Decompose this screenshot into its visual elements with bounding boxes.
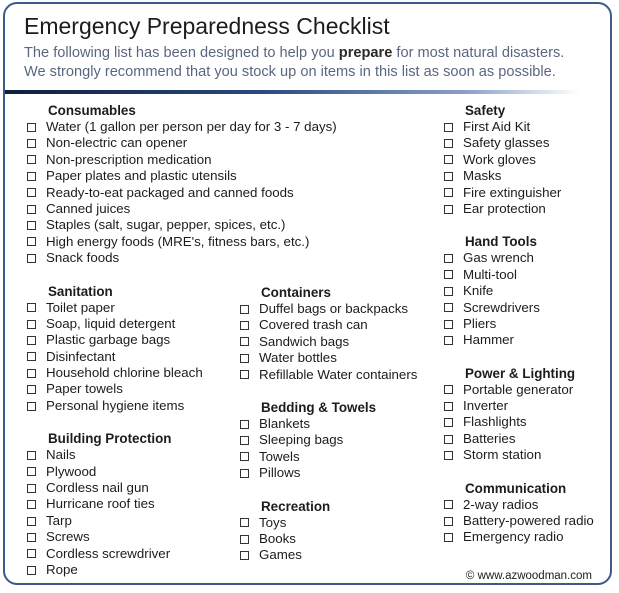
checklist-item[interactable] xyxy=(444,316,594,332)
checklist-card xyxy=(3,2,612,585)
section-spacer xyxy=(444,349,594,365)
checklist-item-label: Sleeping bags xyxy=(259,432,344,448)
checkbox[interactable] xyxy=(444,517,453,526)
checkbox[interactable] xyxy=(240,420,249,429)
checkbox[interactable] xyxy=(240,535,249,544)
checklist-item-label: Pillows xyxy=(259,465,301,481)
checklist-item-label: Masks xyxy=(463,168,502,184)
checklist-item-label: Plywood xyxy=(46,463,97,479)
checkbox[interactable] xyxy=(444,172,453,181)
checkbox[interactable] xyxy=(240,436,249,445)
checkbox[interactable] xyxy=(240,337,249,346)
checkbox[interactable] xyxy=(444,320,453,329)
checkbox[interactable] xyxy=(240,469,249,478)
checklist-item-label: Refillable Water containers xyxy=(259,366,418,382)
checkbox[interactable] xyxy=(444,139,453,148)
checkbox[interactable] xyxy=(27,566,36,575)
checklist-item-label: Paper towels xyxy=(46,381,123,397)
checkbox[interactable] xyxy=(27,402,36,411)
checklist-item[interactable] xyxy=(444,447,594,463)
checklist-item[interactable] xyxy=(240,416,417,432)
checklist-item[interactable] xyxy=(444,168,594,184)
checkbox[interactable] xyxy=(27,205,36,214)
checklist-item[interactable] xyxy=(240,317,417,333)
checkbox[interactable] xyxy=(444,451,453,460)
checkbox[interactable] xyxy=(27,155,36,164)
checklist-item[interactable] xyxy=(27,119,337,135)
checklist-item-label: Storm station xyxy=(463,447,542,463)
section-containers xyxy=(240,284,417,383)
checklist-item-label: Water (1 gallon per person per day for 3 - 7 days) xyxy=(46,119,337,134)
checklist-item-label: Cordless screwdriver xyxy=(46,545,171,561)
checklist-item-label: Disinfectant xyxy=(46,348,116,364)
checkbox[interactable] xyxy=(444,188,453,197)
checklist-item[interactable] xyxy=(27,234,337,250)
section-spacer xyxy=(240,383,417,399)
section-title: Containers xyxy=(261,285,331,300)
checkbox[interactable] xyxy=(240,305,249,314)
checkbox[interactable] xyxy=(444,254,453,263)
checklist-item-label: Snack foods xyxy=(46,250,120,266)
section-spacer xyxy=(444,464,594,480)
checklist-item-label: Ear protection xyxy=(463,200,546,216)
checklist-item-label: Rope xyxy=(46,561,78,577)
checklist-item[interactable] xyxy=(240,367,417,383)
checkbox[interactable] xyxy=(444,500,453,509)
checklist-item-label: Books xyxy=(259,530,296,546)
section-spacer xyxy=(444,217,594,233)
checklist-item-label: Work gloves xyxy=(463,151,536,167)
checklist-item-label: Hammer xyxy=(463,332,514,348)
checklist-item[interactable] xyxy=(444,267,594,283)
checkbox[interactable] xyxy=(444,205,453,214)
checkbox[interactable] xyxy=(27,500,36,509)
checkbox[interactable] xyxy=(240,518,249,527)
checklist-item[interactable] xyxy=(240,301,417,317)
checklist-item-label: Staples (salt, sugar, pepper, spices, etc.) xyxy=(46,217,286,233)
copyright-footer: © www.azwoodman.com xyxy=(465,570,592,582)
checkbox[interactable] xyxy=(240,354,249,363)
checklist-item-label: Sandwich bags xyxy=(259,333,350,349)
checkbox[interactable] xyxy=(444,402,453,411)
checklist-item-label: Household chlorine bleach xyxy=(46,365,203,381)
checklist-item[interactable] xyxy=(27,562,337,578)
checkbox[interactable] xyxy=(27,467,36,476)
checkbox[interactable] xyxy=(444,336,453,345)
checklist-item[interactable] xyxy=(444,201,594,217)
checklist-item[interactable] xyxy=(240,465,417,481)
checklist-item-label: Soap, liquid detergent xyxy=(46,315,176,331)
checklist-item-label: Duffel bags or backpacks xyxy=(259,301,409,316)
section-title: Communication xyxy=(465,480,567,496)
section-power-lighting xyxy=(444,365,594,464)
intro-line-1-start: The following list has been designed to help you xyxy=(24,45,339,61)
checklist-item-label: Flashlights xyxy=(463,414,527,430)
intro-line-2: We strongly recommend that you stock up on items in this list as soon as possible. xyxy=(24,64,556,80)
checklist-item[interactable] xyxy=(27,250,337,266)
checklist-item-label: Water bottles xyxy=(259,350,337,366)
checklist-item-label: Toilet paper xyxy=(46,299,115,315)
checklist-item[interactable] xyxy=(240,531,417,547)
checkbox[interactable] xyxy=(240,370,249,379)
checklist-item-label: Portable generator xyxy=(463,381,574,397)
checklist-item[interactable] xyxy=(240,547,417,563)
checklist-item[interactable] xyxy=(27,152,337,168)
checkbox[interactable] xyxy=(27,320,36,329)
checklist-item-label: Hurricane roof ties xyxy=(46,496,155,512)
checklist-item[interactable] xyxy=(27,185,337,201)
checklist-item-label: Safety glasses xyxy=(463,135,550,151)
checklist-item[interactable] xyxy=(27,168,337,184)
checklist-item-label: Paper plates and plastic utensils xyxy=(46,168,237,184)
checkbox[interactable] xyxy=(27,352,36,361)
checklist-item-label: 2-way radios xyxy=(463,496,539,512)
section-spacer xyxy=(27,267,337,283)
checkbox[interactable] xyxy=(240,551,249,560)
checkbox[interactable] xyxy=(27,221,36,230)
checklist-item-label: Screws xyxy=(46,529,90,545)
checklist-item-label: Nails xyxy=(46,447,76,463)
checklist-item-label: Canned juices xyxy=(46,200,131,216)
section-title: Sanitation xyxy=(48,283,113,299)
section-title: Safety xyxy=(465,103,506,118)
checkbox[interactable] xyxy=(240,321,249,330)
checklist-item-label: Non-prescription medication xyxy=(46,151,212,167)
checkbox[interactable] xyxy=(27,172,36,181)
checklist-item[interactable] xyxy=(444,300,594,316)
checklist-item[interactable] xyxy=(240,432,417,448)
checklist-item[interactable] xyxy=(240,515,417,531)
checklist-item-label: Gas wrench xyxy=(463,250,534,266)
intro-line-1-end: for most natural disasters. xyxy=(392,45,565,61)
checklist-item[interactable] xyxy=(444,135,594,151)
checkbox[interactable] xyxy=(27,533,36,542)
checklist-item-label: Knife xyxy=(463,283,494,299)
checkbox[interactable] xyxy=(27,517,36,526)
section-title: Building Protection xyxy=(48,431,172,447)
checklist-item-label: Toys xyxy=(259,514,287,530)
checkbox[interactable] xyxy=(27,254,36,263)
checklist-item-label: Screwdrivers xyxy=(463,299,540,315)
checklist-item[interactable] xyxy=(444,398,594,414)
checklist-item[interactable] xyxy=(27,135,337,151)
checklist-item[interactable] xyxy=(444,513,594,529)
checklist-item-label: Multi-tool xyxy=(463,266,517,282)
checkbox[interactable] xyxy=(27,188,36,197)
section-title: Power & Lighting xyxy=(465,365,576,381)
checklist-item-label: Emergency radio xyxy=(463,529,564,545)
checklist-item[interactable] xyxy=(240,449,417,465)
section-title: Hand Tools xyxy=(465,234,537,250)
checkbox[interactable] xyxy=(27,336,36,345)
checkbox[interactable] xyxy=(27,139,36,148)
checklist-item[interactable] xyxy=(444,414,594,430)
checklist-item[interactable] xyxy=(444,529,594,545)
page-title: Emergency Preparedness Checklist xyxy=(24,13,390,39)
checklist-item-label: Ready-to-eat packaged and canned foods xyxy=(46,184,294,200)
header-divider xyxy=(5,90,580,94)
checklist-item[interactable] xyxy=(444,250,594,266)
checkbox[interactable] xyxy=(444,155,453,164)
checklist-item[interactable] xyxy=(27,217,337,233)
checklist-item[interactable] xyxy=(444,431,594,447)
intro-text xyxy=(24,44,564,82)
checklist-item-label: Blankets xyxy=(259,415,310,431)
checklist-item[interactable] xyxy=(27,201,337,217)
section-hand-tools xyxy=(444,233,594,348)
checklist-item-label: High energy foods (MRE's, fitness bars, etc.) xyxy=(46,233,310,249)
checkbox[interactable] xyxy=(444,270,453,279)
checklist-item-label: Pliers xyxy=(463,315,497,331)
checkbox[interactable] xyxy=(27,549,36,558)
intro-line-1 xyxy=(24,44,564,63)
section-title: Consumables xyxy=(48,103,136,118)
checklist-item-label: Fire extinguisher xyxy=(463,184,562,200)
checklist-item[interactable] xyxy=(444,382,594,398)
checklist-item[interactable] xyxy=(444,497,594,513)
checkbox[interactable] xyxy=(27,451,36,460)
checkbox[interactable] xyxy=(444,123,453,132)
checklist-item-label: First Aid Kit xyxy=(463,119,531,134)
section-recreation xyxy=(240,498,417,564)
section-consumables xyxy=(27,102,337,267)
checkbox[interactable] xyxy=(444,303,453,312)
checklist-item-label: Towels xyxy=(259,448,300,464)
checkbox[interactable] xyxy=(27,123,36,132)
checkbox[interactable] xyxy=(444,418,453,427)
checkbox[interactable] xyxy=(27,369,36,378)
section-safety xyxy=(444,102,594,217)
checklist-item[interactable] xyxy=(444,332,594,348)
checklist-item[interactable] xyxy=(240,334,417,350)
checkbox[interactable] xyxy=(444,533,453,542)
section-communication xyxy=(444,480,594,546)
section-title: Recreation xyxy=(261,498,331,514)
checklist-item[interactable] xyxy=(444,283,594,299)
checklist-item-label: Personal hygiene items xyxy=(46,397,185,413)
checkbox[interactable] xyxy=(444,287,453,296)
checkbox[interactable] xyxy=(27,484,36,493)
checklist-item-label: Plastic garbage bags xyxy=(46,332,171,348)
section-spacer xyxy=(240,482,417,498)
checklist-item-label: Covered trash can xyxy=(259,317,368,333)
checklist-item-label: Non-electric can opener xyxy=(46,135,188,151)
section-bedding-towels xyxy=(240,399,417,482)
checklist-item[interactable] xyxy=(240,350,417,366)
checklist-item-label: Tarp xyxy=(46,512,72,528)
checkbox[interactable] xyxy=(27,237,36,246)
checklist-item-label: Inverter xyxy=(463,398,509,414)
checklist-item-label: Battery-powered radio xyxy=(463,513,594,529)
checklist-item[interactable] xyxy=(444,152,594,168)
checkbox[interactable] xyxy=(444,435,453,444)
column-right xyxy=(444,102,594,546)
checkbox[interactable] xyxy=(240,452,249,461)
column-middle xyxy=(240,284,417,564)
section-title: Bedding & Towels xyxy=(261,399,377,415)
checklist-item[interactable] xyxy=(444,119,594,135)
checklist-item[interactable] xyxy=(444,185,594,201)
checkbox[interactable] xyxy=(444,385,453,394)
checkbox[interactable] xyxy=(27,303,36,312)
checklist-item-label: Batteries xyxy=(463,430,516,446)
checklist-item-label: Games xyxy=(259,547,302,563)
checklist-item-label: Cordless nail gun xyxy=(46,480,149,496)
intro-emphasis: prepare xyxy=(338,45,393,61)
checkbox[interactable] xyxy=(27,385,36,394)
